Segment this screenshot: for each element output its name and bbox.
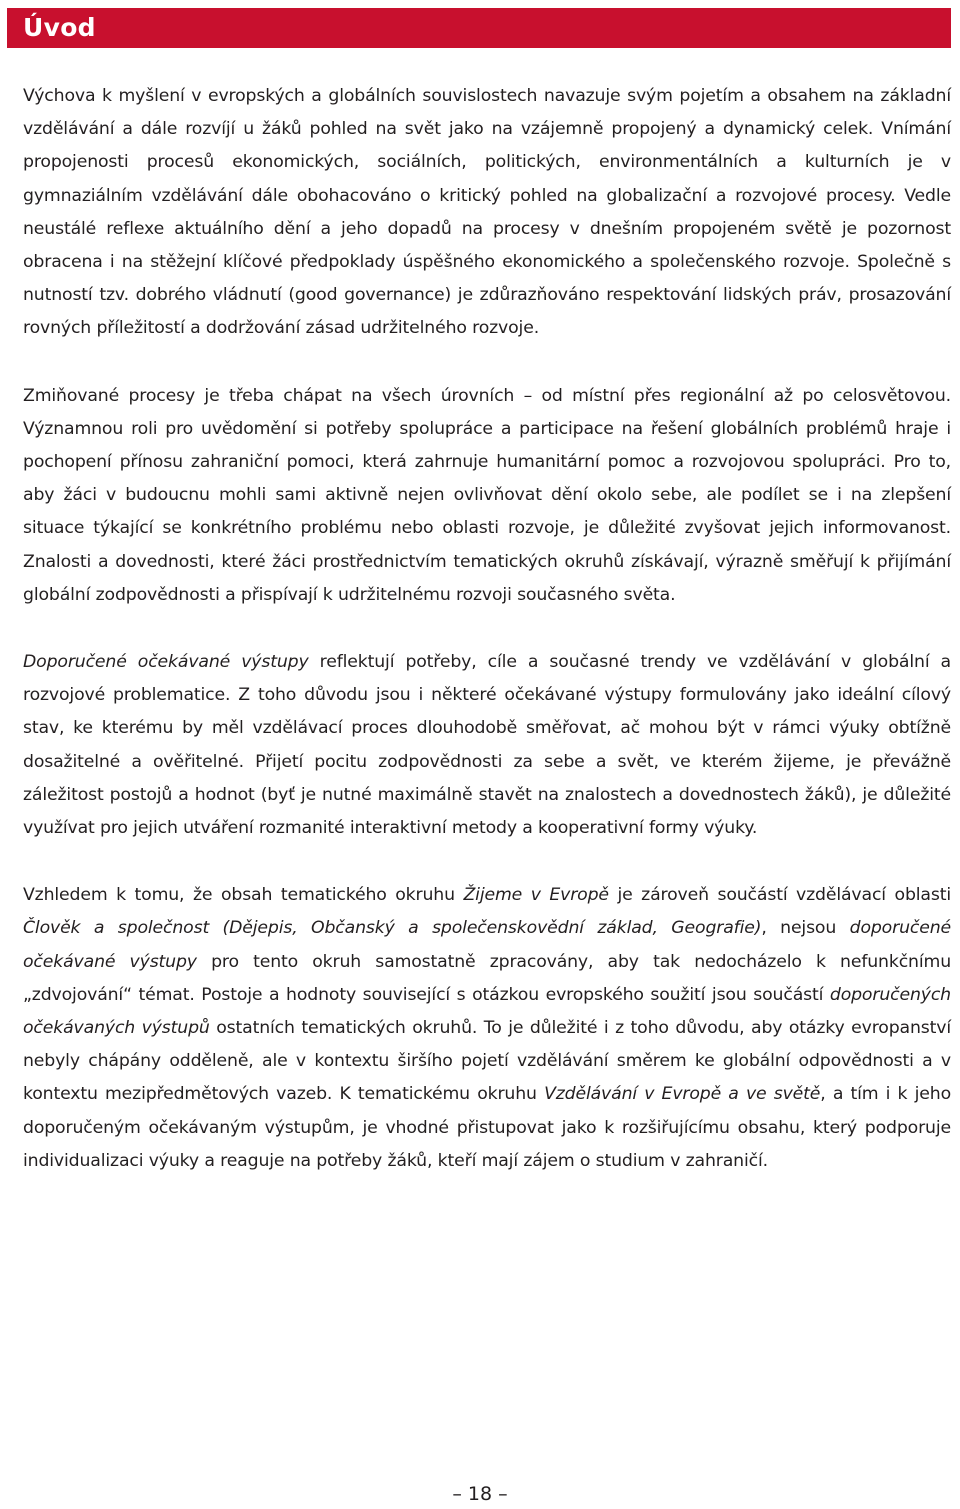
paragraph-4-text-a: Vzhledem k tomu, že obsah tematického okruhu xyxy=(23,885,464,906)
paragraph-4-text-g: pro tento okruh samostatně zpracovány, aby tak nedocházelo k nefunkčnímu „zdvojování“ témat. Postoje a hodnoty související s otázkou evropského soužití jsou součástí xyxy=(23,951,952,1005)
paragraph-4-text-k: , a tím i k jeho doporučeným očekávaným výstupům, je vhodné přistupovat jako k rozšiřujícímu obsahu, který podporuje individualizaci výuky a reaguje na potřeby žáků, kteří mají zájem o studium v zahraničí. xyxy=(23,1084,951,1171)
paragraph-4 xyxy=(23,879,951,1178)
italic-term-zijeme: Žijeme v Evropě xyxy=(463,885,609,906)
document-body xyxy=(23,80,951,1212)
paragraph-1: Výchova k myšlení v evropských a globálních souvislostech navazuje svým pojetím a obsahem na základní vzdělávání a dále rozvíjí u žáků pohled na svět jako na vzájemně propojený a dynamický celek. Vnímání propojenosti procesů ekonomických, sociálních, politických, environmentálních a kulturních je v gymnaziálním vzdělávání dále obohacováno o kritický pohled na globalizační a rozvojové procesy. Vedle neustálé reflexe aktuálního dění a jeho dopadů na procesy v dnešním propojeném světě je pozornost obracena i na stěžejní klíčové předpoklady úspěšného ekonomického a společenského rozvoje. Společně s nutností tzv. dobrého vládnutí (good governance) je zdůrazňováno respektování lidských práv, prosazování rovných příležitostí a dodržování zásad udržitelného rozvoje. xyxy=(23,86,951,339)
section-header-bar xyxy=(7,8,951,48)
page-number: – 18 – xyxy=(452,1483,508,1505)
italic-term-vystupy: doporučené očekávané výstupy xyxy=(23,918,951,972)
paragraph-2: Zmiňované procesy je třeba chápat na všech úrovních – od místní přes regionální až po celosvětovou. Významnou roli pro uvědomění si potřeby spolupráce a participace na řešení globálních problémů hraje i pochopení přínosu zahraniční pomoci, která zahrnuje humanitární pomoc a rozvojovou spolupráci. Pro to, aby žáci v budoucnu mohli sami aktivně nejen ovlivňovat dění okolo sebe, ale podílet se i na zlepšení situace týkající se konkrétního problému nebo oblasti rozvoje, je důležité zvyšovat jejich informovanost. Znalosti a dovednosti, které žáci prostřednictvím tematických okruhů získávají, výrazně směřují k přijímání globální zodpovědnosti a přispívají k udržitelnému rozvoji současného světa. xyxy=(23,385,951,605)
italic-term-vzdelavani: Vzdělávání v Evropě a ve světě xyxy=(544,1084,821,1105)
paragraph-3 xyxy=(23,646,951,845)
paragraph-4-text-c: je zároveň součástí vzdělávací oblasti xyxy=(608,885,951,906)
paragraph-4-text-i: ostatních tematických okruhů. To je důležité i z toho důvodu, aby otázky evropanství nebyly chápány odděleně, ale v kontextu širšího pojetí vzdělávání směrem ke globální odpovědnosti a v kontextu mezipředmětových vazeb. K tematickému okruhu xyxy=(23,1018,951,1105)
section-title: Úvod xyxy=(23,13,96,42)
italic-term-clovek: Člověk a společnost (Dějepis, Občanský a společenskovědní základ, Geografie) xyxy=(23,918,762,939)
paragraph-4-text-e: , nejsou xyxy=(761,918,850,939)
italic-term: Doporučené očekávané výstupy xyxy=(23,652,309,673)
paragraph-3-text: reflektují potřeby, cíle a současné trendy ve vzdělávání v globální a rozvojové problematice. Z toho důvodu jsou i některé očekávané výstupy formulovány jako ideální cílový stav, ke kterému by měl vzdělávací proces dlouhodobě směřovat, ač mohou být v rámci výuky obtížně dosažitelné a ověřitelné. Přijetí pocitu zodpovědnosti za sebe a svět, ve kterém žijeme, je převážně záležitost postojů a hodnot (byť je nutné maximálně stavět na znalostech a dovednostech žáků), je důležité využívat pro jejich utváření rozmanité interaktivní metody a kooperativní formy výuky. xyxy=(23,652,951,839)
italic-term-vystupu: doporučených očekávaných výstupů xyxy=(23,984,951,1039)
